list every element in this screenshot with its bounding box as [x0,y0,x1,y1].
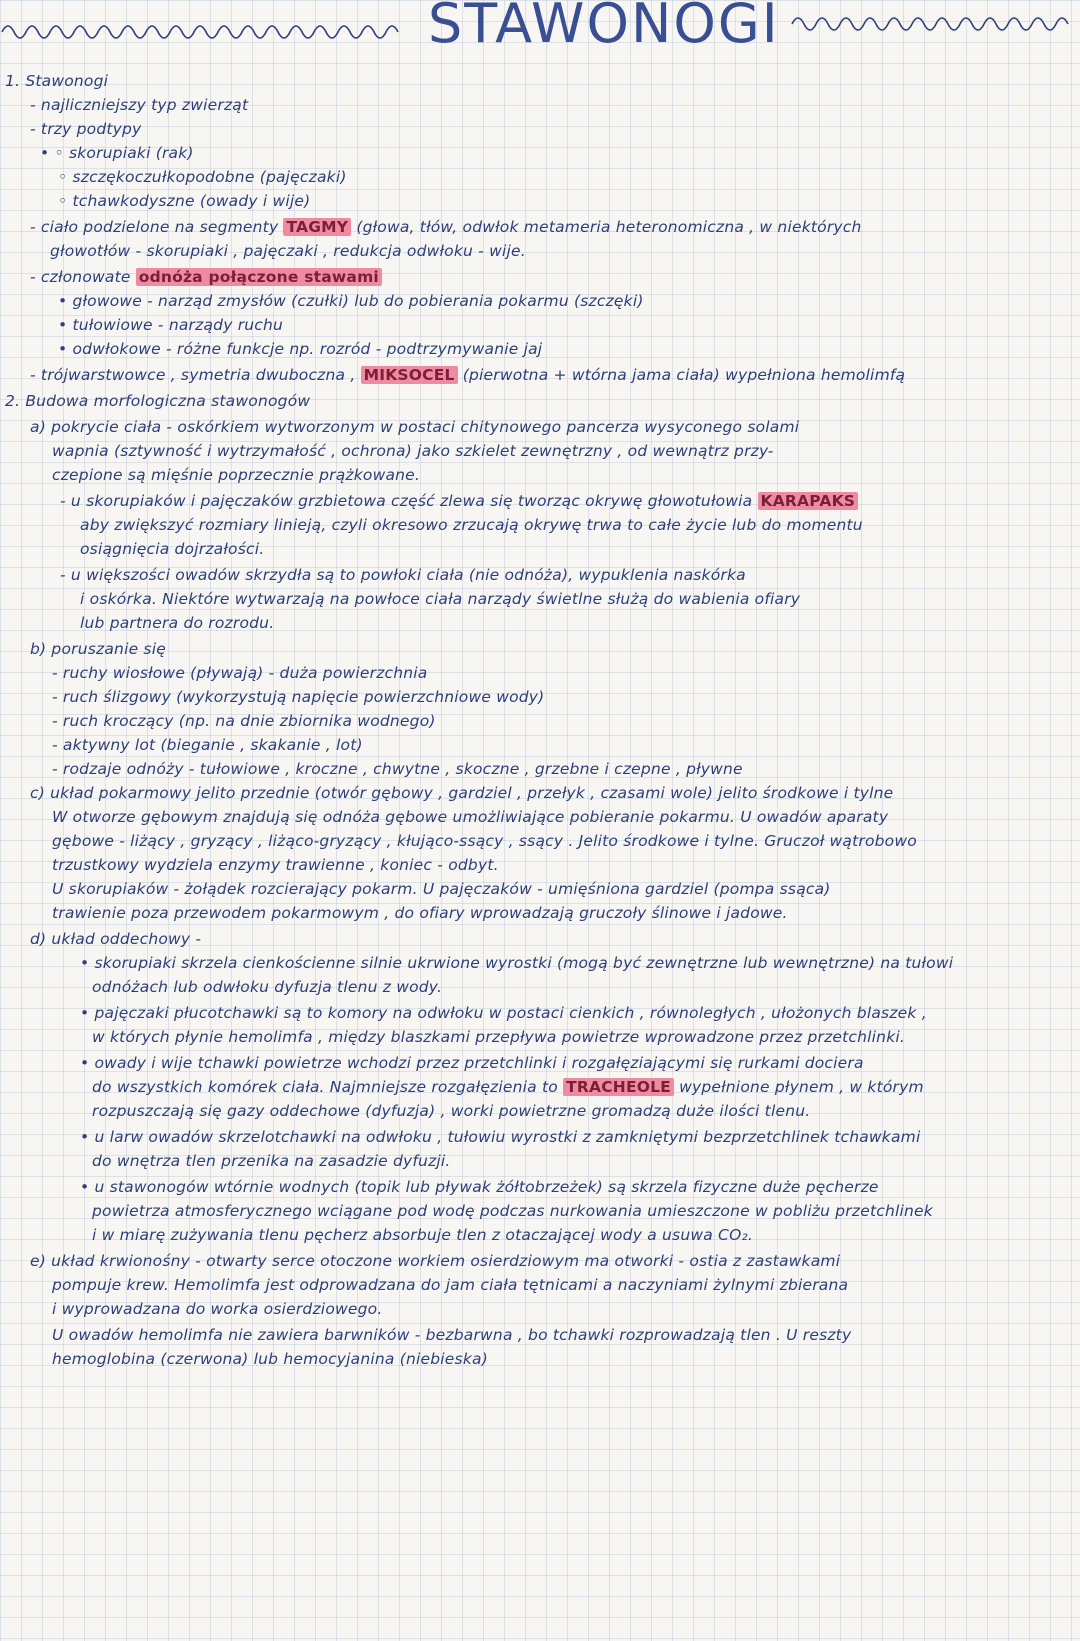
note-text: c) układ pokarmowy jelito przednie (otwór gębowy , gardziel , przełyk , czasami wole) jelito środkowe i tylne [30,784,894,802]
note-line [30,782,893,804]
note-text: - ruch ślizgowy (wykorzystują napięcie powierzchniowe wody) [52,688,545,706]
note-text: ◦ szczękoczułkopodobne (pajęczaki) [58,168,347,186]
note-line [52,854,499,876]
highlighted-term: TRACHEOLE [563,1078,674,1096]
note-text: b) poruszanie się [30,640,166,658]
note-text: a) pokrycie ciała - oskórkiem wytworzonym w postaci chitynowego pancerza wysyconego solami [30,418,800,436]
note-text: w których płynie hemolimfa , między blaszkami przepływa powietrze wprowadzone przez przetchlinki. [92,1028,906,1046]
note-line [52,1274,848,1296]
highlighted-term: odnóża połączone stawami [136,268,382,286]
note-text: (głowa, tłów, odwłok metameria heteronomiczna , w niektórych [351,218,862,236]
note-line [58,166,347,188]
note-line [30,94,248,116]
note-line [30,216,862,238]
note-text: - trzy podtypy [30,120,142,138]
note-text: powietrza atmosferycznego wciągane pod wodę podczas nurkowania umieszczone w pobliżu przetchlinek [92,1202,933,1220]
note-text: - rodzaje odnóży - tułowiowe , kroczne , chwytne , skoczne , grzebne i czepne , pływne [52,760,743,778]
note-text: • odwłokowe - różne funkcje np. rozród - podtrzymywanie jaj [58,340,543,358]
highlighted-term: MIKSOCEL [361,366,458,384]
note-line [92,1100,810,1122]
note-text: • u larw owadów skrzelotchawki na odwłoku , tułowiu wyrostki z zamkniętymi bezprzetchlinek tchawkami [80,1128,921,1146]
note-text: głowotłów - skorupiaki , pajęczaki , redukcja odwłoku - wije. [50,242,526,260]
note-line [60,490,858,512]
note-text: - aktywny lot (bieganie , skakanie , lot) [52,736,363,754]
note-text: pompuje krew. Hemolimfa jest odprowadzana do jam ciała tętnicami a naczyniami żylnymi zbierana [52,1276,849,1294]
page-title: STAWONOGI [428,0,780,55]
note-line [5,390,310,412]
note-line [80,514,863,536]
note-text: wapnia (sztywność i wytrzymałość , ochrona) jako szkielet zewnętrzny , od wewnątrz przy- [52,442,774,460]
highlighted-term: KARAPAKS [758,492,859,510]
note-line [30,638,166,660]
note-line [52,806,888,828]
note-text: i wyprowadzana do worka osierdziowego. [52,1300,383,1318]
note-text: - ruchy wiosłowe (pływają) - duża powierzchnia [52,664,428,682]
note-text: 1. Stawonogi [5,72,109,90]
note-line [92,1076,924,1098]
note-text: do wnętrza tlen przenika na zasadzie dyfuzji. [92,1152,451,1170]
note-text: i oskórka. Niektóre wytwarzają na powłoce ciała narządy świetlne służą do wabienia ofiary [80,590,801,608]
note-line [80,1002,927,1024]
note-line [52,878,831,900]
note-text: • głowowe - narząd zmysłów (czułki) lub do pobierania pokarmu (szczęki) [58,292,644,310]
note-text: - ruch kroczący (np. na dnie zbiornika wodnego) [52,712,436,730]
note-text: ◦ tchawkodyszne (owady i wije) [58,192,311,210]
note-line [92,1026,905,1048]
note-line [52,830,917,852]
note-text: • ◦ skorupiaki (rak) [40,144,194,162]
note-line [58,290,644,312]
note-text: aby zwiększyć rozmiary linieją, czyli okresowo zrzucają okrywę trwa to całe życie lub do momentu [80,516,863,534]
note-text: - najliczniejszy typ zwierząt [30,96,249,114]
note-text: do wszystkich komórek ciała. Najmniejsze rozgałęzienia to [92,1078,564,1096]
note-line [52,710,436,732]
note-line [30,928,201,950]
note-text: - trójwarstwowce , symetria dwuboczna , [30,366,361,384]
note-line [52,758,743,780]
note-line [92,1224,753,1246]
note-text: czepione są mięśnie poprzecznie prążkowane. [52,466,421,484]
note-text: wypełnione płynem , w którym [673,1078,924,1096]
note-text: - u większości owadów skrzydła są to powłoki ciała (nie odnóża), wypuklenia naskórka [60,566,746,584]
note-text: • pajęczaki płucotchawki są to komory na odwłoku w postaci cienkich , równoległych , ułożonych blaszek , [80,1004,927,1022]
note-text: • u stawonogów wtórnie wodnych (topik lub pływak żółtobrzeżek) są skrzela fizyczne duże pęcherze [80,1178,879,1196]
note-text: U skorupiaków - żołądek rozcierający pokarm. U pajęczaków - umięśniona gardziel (pompa ssąca) [52,880,831,898]
note-text: i w miarę zużywania tlenu pęcherz absorbuje tlen z otaczającej wody a usuwa CO₂. [92,1226,754,1244]
note-text: • skorupiaki skrzela cienkościenne silnie ukrwione wyrostki (mogą być zewnętrzne lub wewnętrzne) na tułowi [80,954,954,972]
note-text: - członowate [30,268,136,286]
note-text: gębowe - liżący , gryzący , liżąco-gryzący , kłująco-ssący , ssący . Jelito środkowe i tylne. Gruczoł wątrobowo [52,832,917,850]
note-text: W otworze gębowym znajdują się odnóża gębowe umożliwiające pobieranie pokarmu. U owadów aparaty [52,808,889,826]
note-line [80,1052,864,1074]
note-line [80,612,274,634]
note-text: e) układ krwionośny - otwarty serce otoczone workiem osierdziowym ma otworki - ostia z zastawkami [30,1252,841,1270]
note-line [52,902,788,924]
note-line [92,1200,933,1222]
note-text: • owady i wije tchawki powietrze wchodzi przez przetchlinki i rozgałęziającymi się rurkami dociera [80,1054,864,1072]
note-text: lub partnera do rozrodu. [80,614,275,632]
note-line [5,70,108,92]
note-line [92,1150,451,1172]
note-line [30,1250,840,1272]
note-text: osiągnięcia dojrzałości. [80,540,265,558]
title-row [0,0,1080,58]
note-line [58,190,310,212]
decorative-squiggle-left [0,18,410,44]
note-line [80,1176,879,1198]
note-line [60,564,746,586]
note-text: rozpuszczają się gazy oddechowe (dyfuzja) , worki powietrzne gromadzą duże ilości tlenu. [92,1102,811,1120]
note-text: hemoglobina (czerwona) lub hemocyjanina (niebieska) [52,1350,488,1368]
note-line [52,662,428,684]
note-text: • tułowiowe - narządy ruchu [58,316,284,334]
note-line [30,364,905,386]
note-line [80,538,264,560]
note-line [30,416,799,438]
note-line [52,1298,382,1320]
note-line [80,1126,920,1148]
note-line [80,952,953,974]
note-line [52,734,363,756]
decorative-squiggle-right [790,8,1075,38]
note-line [58,314,283,336]
note-line [52,1324,851,1346]
note-line [30,118,141,140]
note-line [52,1348,488,1370]
note-text: 2. Budowa morfologiczna stawonogów [5,392,311,410]
note-text: d) układ oddechowy - [30,930,202,948]
note-text: U owadów hemolimfa nie zawiera barwników - bezbarwna , bo tchawki rozprowadzają tlen . U reszty [52,1326,852,1344]
note-line [58,338,542,360]
note-line [52,464,420,486]
note-text: trawienie poza przewodem pokarmowym , do ofiary wprowadzają gruczoły ślinowe i jadowe. [52,904,788,922]
note-text: - ciało podzielone na segmenty [30,218,284,236]
note-text: odnóżach lub odwłoku dyfuzja tlenu z wody. [92,978,443,996]
note-text: trzustkowy wydziela enzymy trawienne , koniec - odbyt. [52,856,499,874]
note-text: (pierwotna + wtórna jama ciała) wypełniona hemolimfą [457,366,906,384]
highlighted-term: TAGMY [283,218,351,236]
note-line [92,976,442,998]
note-line [52,686,544,708]
note-line [80,588,800,610]
note-line [52,440,774,462]
note-text: - u skorupiaków i pajęczaków grzbietowa część zlewa się tworząc okrywę głowotułowia [60,492,758,510]
note-line [40,142,194,164]
note-line [30,266,382,288]
note-line [50,240,526,262]
